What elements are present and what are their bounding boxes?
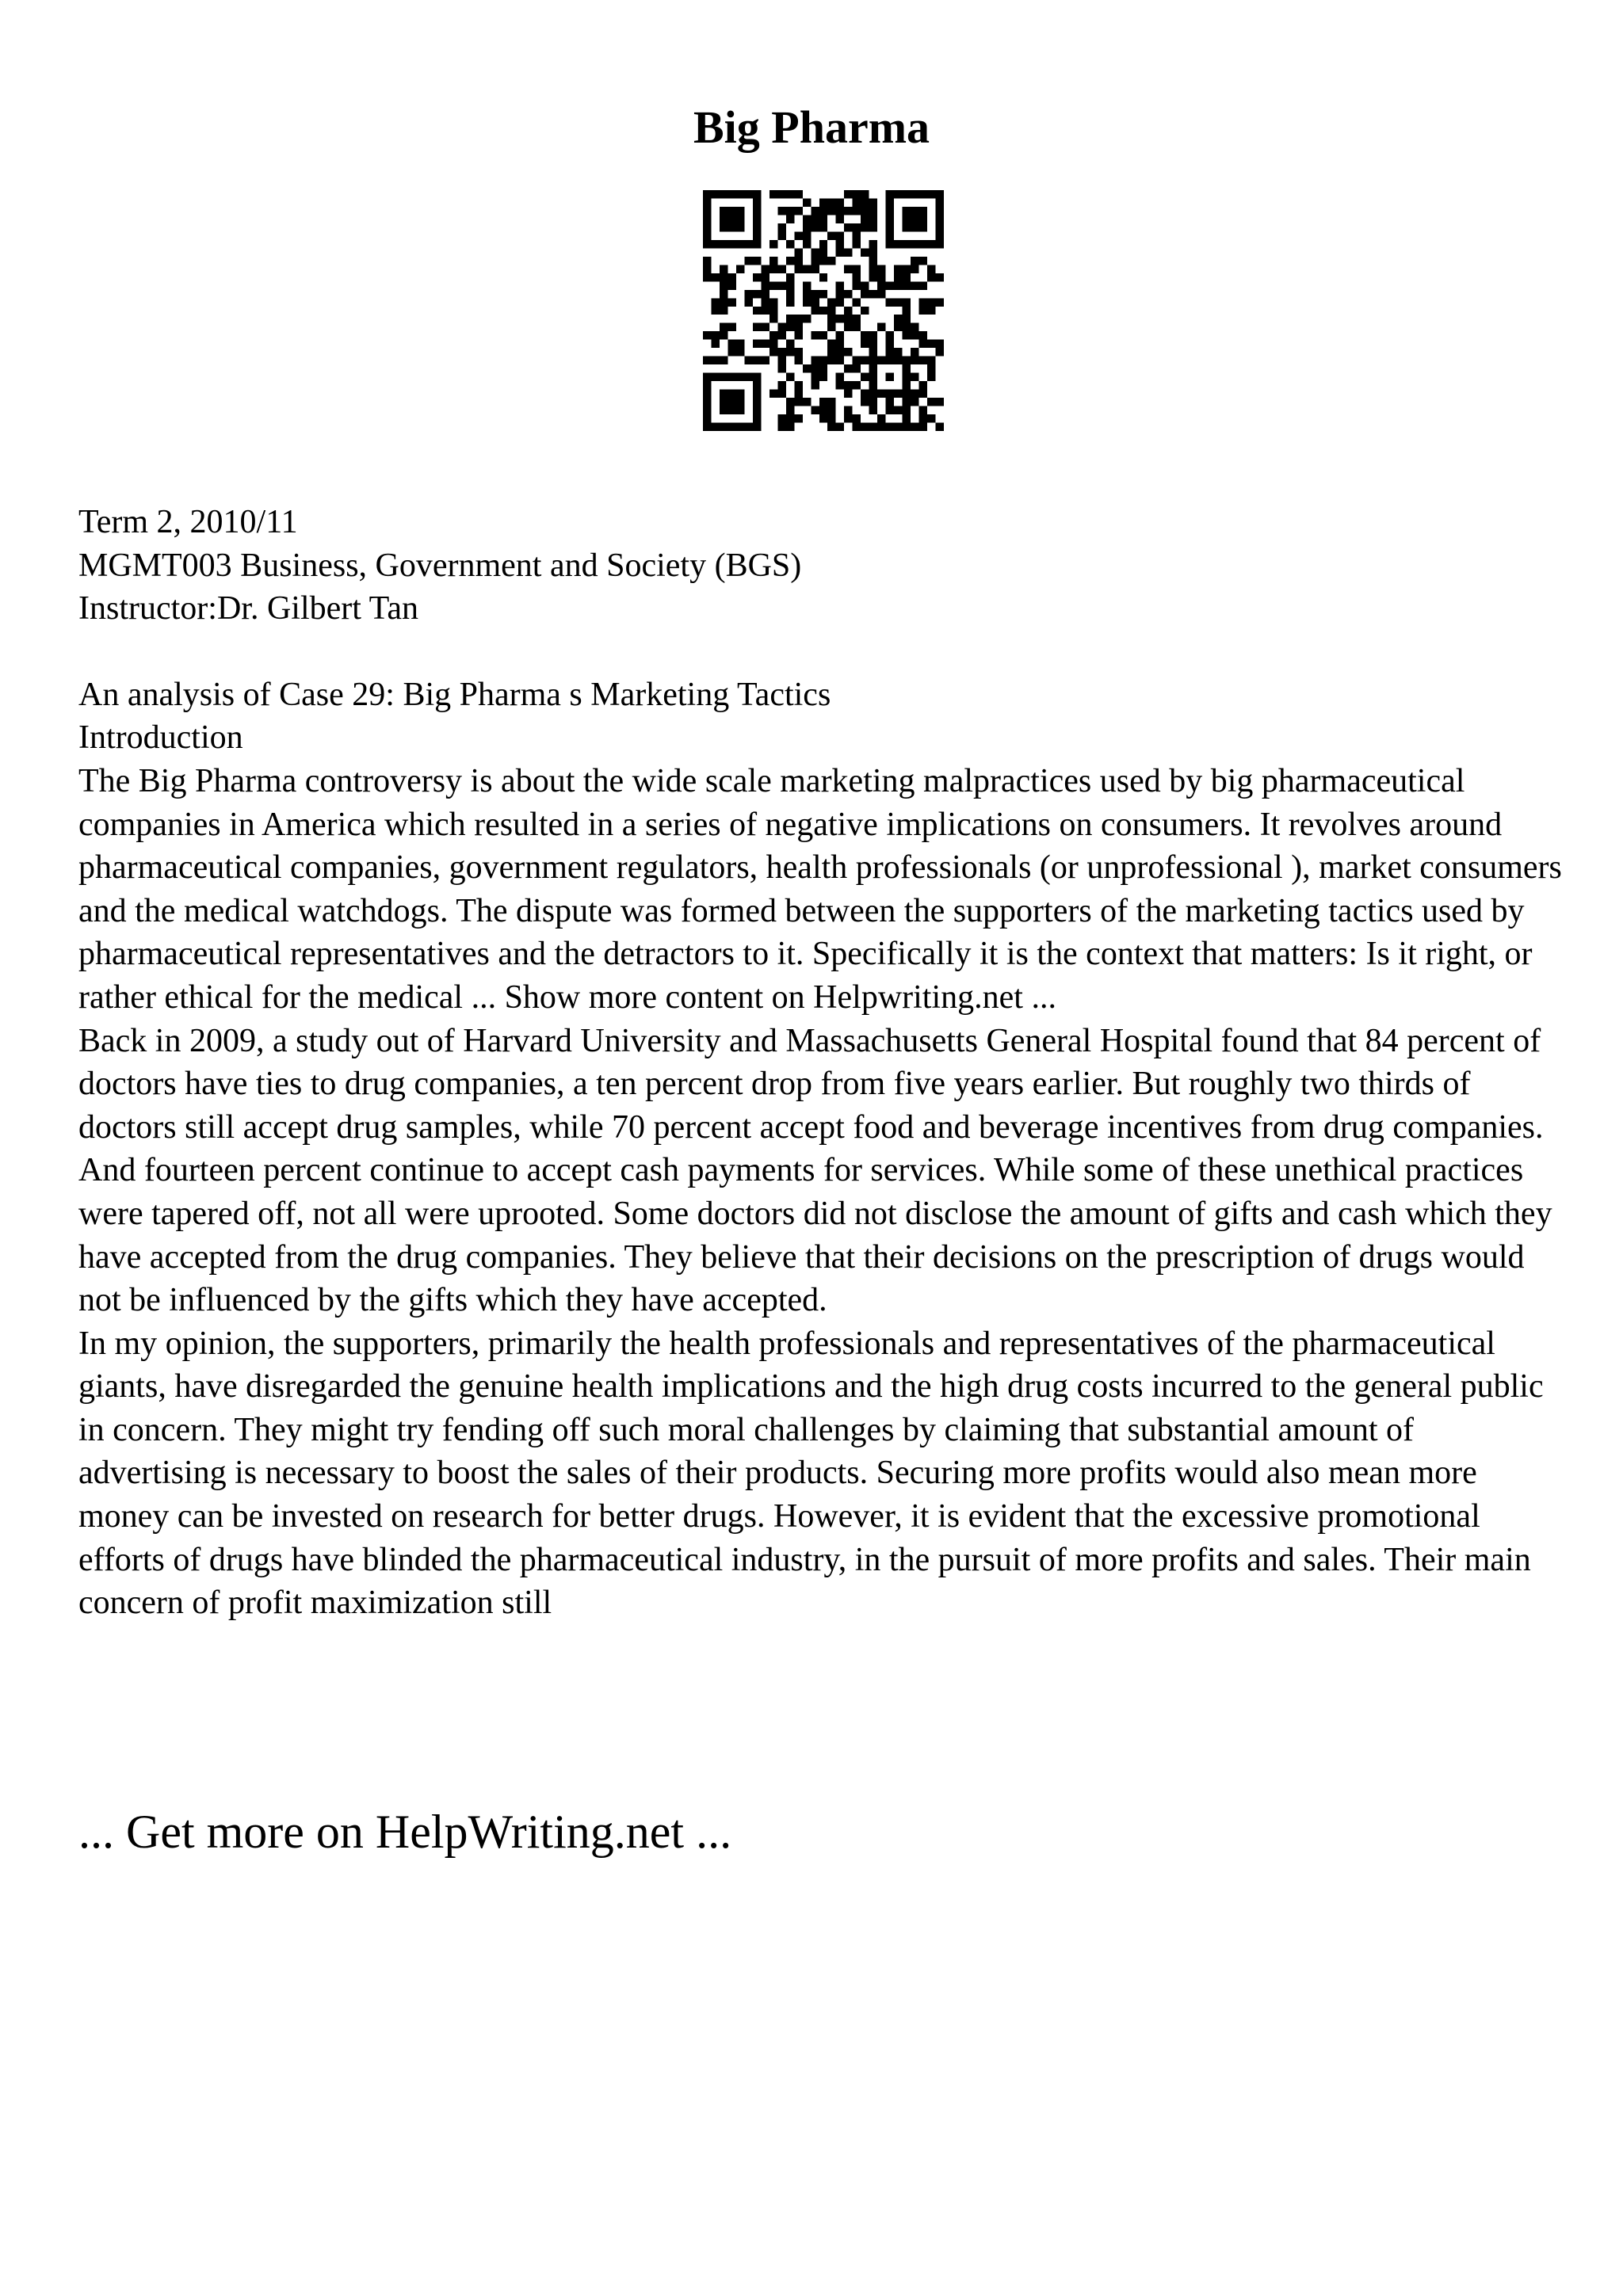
body-paragraph: Back in 2009, a study out of Harvard University and Massachusetts General Hospital found that 84 percent of doctors have ties to drug companies, a ten percent drop from five years earlier. But roughly two thirds of doctors still accept drug samples, while 70 percent accept food and beverage incentives from drug companies. And fourteen percent continue to accept cash payments for services. While some of these unethical practices were tapered off, not all were uprooted. Some doctors did not disclose the amount of gifts and cash which they have accepted from the drug companies. They believe that their decisions on the prescription of drugs would not be influenced by the gifts which they have accepted. [78, 1022, 1552, 1319]
section-heading: Introduction [78, 719, 243, 757]
body-paragraph: The Big Pharma controversy is about the wide scale marketing malpractices used by big pharmaceutical companies in America which resulted in a series of negative implications on consumers. It revolves around pharmaceutical companies, government regulators, health professionals (or unprofessional ), market consumers and the medical watchdogs. The dispute was formed between the supporters of the marketing tactics used by pharmaceutical representatives and the detractors to it. Specifically it is the context that matters: Is it right, or rather ethical for the medical ... Show more content on Helpwriting.net ... [78, 762, 1562, 1016]
course-line: MGMT003 Business, Government and Society (BGS) [78, 547, 802, 584]
instructor-line: Instructor:Dr. Gilbert Tan [78, 590, 419, 627]
body-paragraph: In my opinion, the supporters, primarily the health professionals and representatives of the pharmaceutical giants, have disregarded the genuine health implications and the high drug costs incurred to the general public in concern. They might try fending off such moral challenges by claiming that substantial amount of advertising is necessary to boost the sales of their products. Securing more profits would also mean more money can be invested on research for better drugs. However, it is evident that the excessive promotional efforts of drugs have blinded the pharmaceutical industry, in the pursuit of more profits and sales. Their main concern of profit maximization still [78, 1325, 1544, 1622]
document-title: Big Pharma [693, 101, 930, 153]
document-body [78, 501, 1568, 1625]
course-info [78, 501, 1568, 631]
case-title: An analysis of Case 29: Big Pharma s Marketing Tactics [78, 676, 831, 713]
term-line: Term 2, 2010/11 [78, 504, 298, 540]
get-more-link[interactable]: ... Get more on HelpWriting.net ... [78, 1806, 732, 1858]
qr-code-icon [703, 190, 944, 431]
